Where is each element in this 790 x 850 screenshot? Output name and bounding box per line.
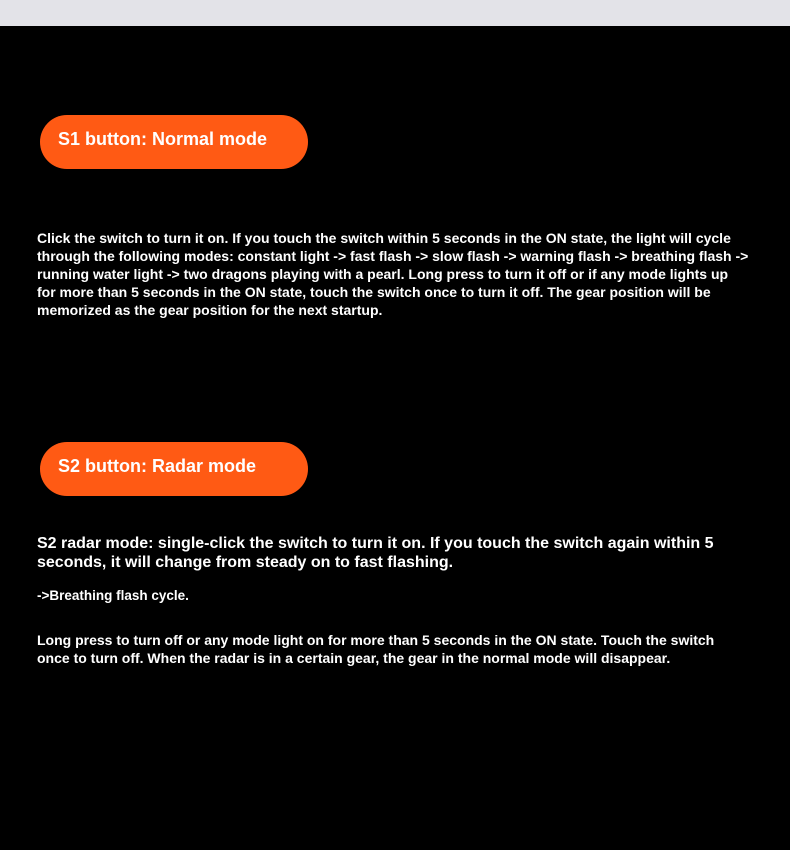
s2-mode-description-3: Long press to turn off or any mode light on for more than 5 seconds in the ON state. Touch the switch once to turn off. When the radar is in a certain gear, the gear in the normal mode will disappear. <box>37 632 715 666</box>
s2-mode-description-1: S2 radar mode: single-click the switch to turn it on. If you touch the switch again within 5 seconds, it will change from steady on to fast flashing. <box>37 535 714 571</box>
s2-mode-title: S2 button: Radar mode <box>58 456 257 476</box>
s2-mode-badge <box>40 442 308 496</box>
top-strip <box>0 0 790 26</box>
s1-mode-title: S1 button: Normal mode <box>58 129 268 149</box>
s1-mode-badge <box>40 115 308 169</box>
s1-mode-description: Click the switch to turn it on. If you touch the switch within 5 seconds in the ON state, the light will cycle through the following modes: constant light -> fast flash -> slow flash -> warning flash -> breathing flash -> running water light -> two dragons playing with a pearl. Long press to turn it off or if any mode lights up for more than 5 seconds in the ON state, touch the switch once to turn it off. The gear position will be memorized as the gear position for the next startup. <box>37 230 749 318</box>
s2-mode-description-2: ->Breathing flash cycle. <box>37 588 189 603</box>
